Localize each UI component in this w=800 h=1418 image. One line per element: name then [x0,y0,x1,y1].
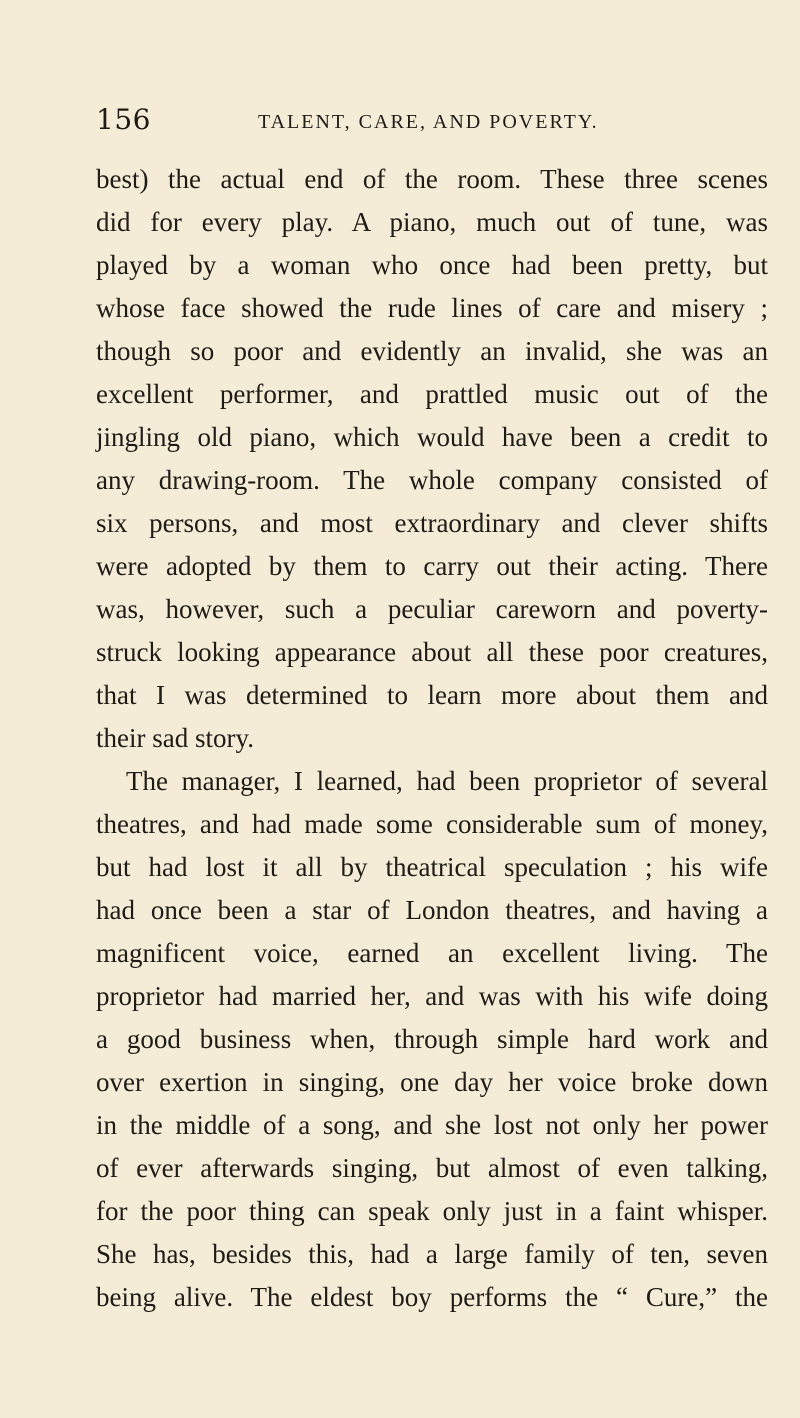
text-line: played by a woman who once had been pretty, but [96,250,768,280]
text-line: was, however, such a peculiar careworn and poverty- [96,594,768,624]
text-line: magnificent voice, earned an excellent living. The [96,938,768,968]
text-line: any drawing-room. The whole company consisted of [96,465,768,495]
text-line: but had lost it all by theatrical speculation ; his wife [96,852,768,882]
text-line: being alive. The eldest boy performs the “ Cure,” the [96,1282,768,1312]
text-line: a good business when, through simple hard work and [96,1024,768,1054]
text-line: over exertion in singing, one day her voice broke down [96,1067,768,1097]
text-line: excellent performer, and prattled music out of the [96,379,768,409]
text-line: for the poor thing can speak only just in a faint whisper. [96,1196,768,1226]
text-line: jingling old piano, which would have been a credit to [96,422,768,452]
text-line: of ever afterwards singing, but almost of even talking, [96,1153,768,1183]
text-line: in the middle of a song, and she lost not only her power [96,1110,768,1140]
page-header [96,100,776,140]
text-line: struck looking appearance about all these poor creatures, [96,637,768,667]
paragraph-end-line: their sad story. [96,723,254,753]
text-line: whose face showed the rude lines of care and misery ; [96,293,768,323]
running-head: TALENT, CARE, AND POVERTY. [258,111,599,133]
paragraph-start-line: The manager, I learned, had been proprietor of several [126,766,768,796]
text-line: had once been a star of London theatres, and having a [96,895,768,925]
body-text [96,158,768,1319]
text-line: She has, besides this, had a large family of ten, seven [96,1239,768,1269]
text-line: were adopted by them to carry out their acting. There [96,551,768,581]
text-line: that I was determined to learn more about them and [96,680,768,710]
text-line: did for every play. A piano, much out of tune, was [96,207,768,237]
text-line: though so poor and evidently an invalid, she was an [96,336,768,366]
text-line: six persons, and most extraordinary and clever shifts [96,508,768,538]
text-line: proprietor had married her, and was with his wife doing [96,981,768,1011]
text-line: theatres, and had made some considerable sum of money, [96,809,768,839]
text-line: best) the actual end of the room. These three scenes [96,164,768,194]
page-number: 156 [96,103,151,136]
